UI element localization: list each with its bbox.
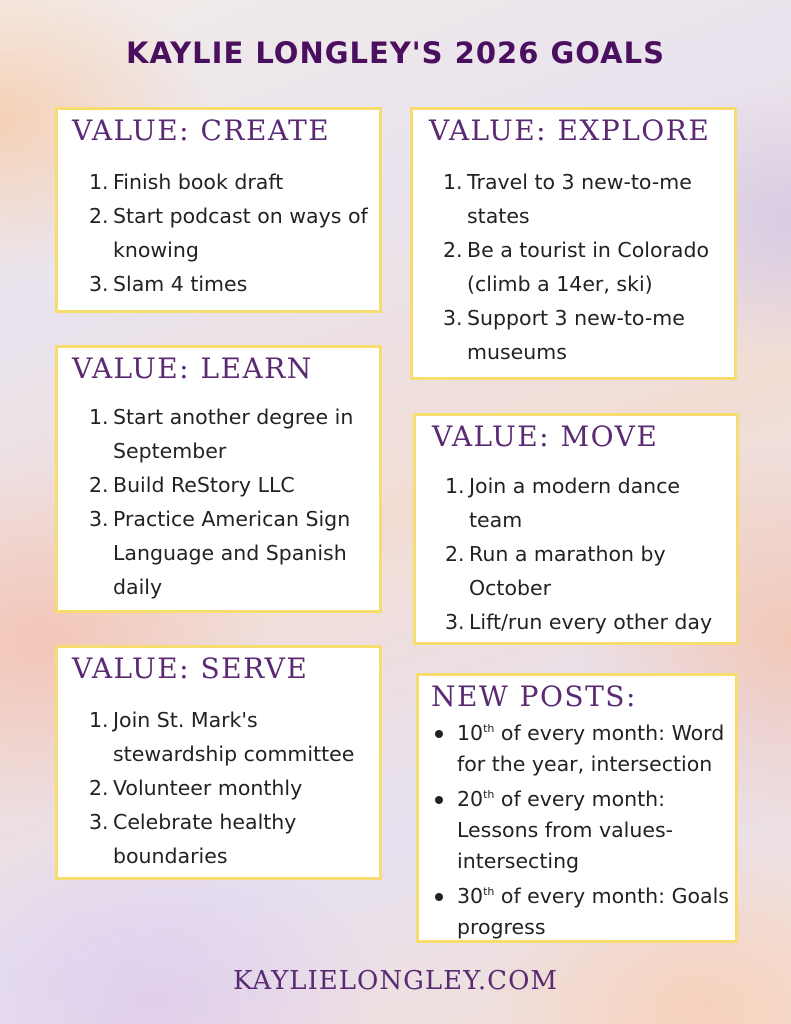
goal-item: 1. Join a modern dance team bbox=[445, 474, 681, 532]
post-schedule-item: 30th of every month: Goals progress bbox=[433, 881, 733, 943]
card-value-move bbox=[413, 413, 739, 645]
card-value-create bbox=[55, 107, 382, 313]
card-value-explore bbox=[410, 107, 737, 380]
card-heading: VALUE: LEARN bbox=[72, 352, 313, 385]
website-link[interactable]: KAYLIELONGLEY.COM bbox=[232, 966, 559, 996]
post-schedule-list bbox=[433, 718, 733, 947]
card-new-posts bbox=[416, 673, 738, 943]
card-heading: VALUE: EXPLORE bbox=[429, 114, 711, 147]
bullet-icon bbox=[435, 730, 443, 738]
card-heading: NEW POSTS: bbox=[431, 680, 637, 713]
goal-item: 2. Build ReStory LLC bbox=[89, 473, 295, 497]
goal-item: 2. Be a tourist in Colorado (climb a 14er, ski) bbox=[443, 238, 710, 296]
card-heading: VALUE: SERVE bbox=[72, 652, 309, 685]
bullet-icon bbox=[435, 893, 443, 901]
goal-list bbox=[89, 703, 374, 873]
goal-item: 1. Join St. Mark's stewardship committee bbox=[89, 708, 355, 766]
goal-item: 3. Celebrate healthy boundaries bbox=[89, 810, 297, 868]
goal-item: 3. Lift/run every other day bbox=[445, 610, 713, 634]
card-heading: VALUE: CREATE bbox=[72, 114, 331, 147]
post-schedule-item: 20th of every month: Lessons from values-intersecting bbox=[433, 784, 733, 877]
goal-item: 1. Start another degree in September bbox=[89, 405, 354, 463]
post-schedule-item: 10th of every month: Word for the year, intersection bbox=[433, 718, 733, 780]
card-value-serve bbox=[55, 645, 382, 880]
goal-item: 3. Support 3 new-to-me museums bbox=[443, 306, 685, 364]
goal-list bbox=[445, 469, 730, 639]
goal-item: 2. Volunteer monthly bbox=[89, 776, 303, 800]
goal-item: 2. Start podcast on ways of knowing bbox=[89, 204, 368, 262]
goal-item: 1. Travel to 3 new-to-me states bbox=[443, 170, 692, 228]
bullet-icon bbox=[435, 796, 443, 804]
card-value-learn bbox=[55, 345, 382, 613]
goal-item: 3. Slam 4 times bbox=[89, 272, 248, 296]
card-heading: VALUE: MOVE bbox=[432, 420, 659, 453]
goal-list bbox=[89, 400, 374, 604]
goal-list bbox=[443, 165, 728, 369]
goal-item: 1. Finish book draft bbox=[89, 170, 284, 194]
page-title: KAYLIE LONGLEY'S 2026 GOALS bbox=[126, 36, 665, 70]
goal-list bbox=[89, 165, 374, 301]
goal-item: 2. Run a marathon by October bbox=[445, 542, 666, 600]
goal-item: 3. Practice American Sign Language and Spanish daily bbox=[89, 507, 351, 599]
